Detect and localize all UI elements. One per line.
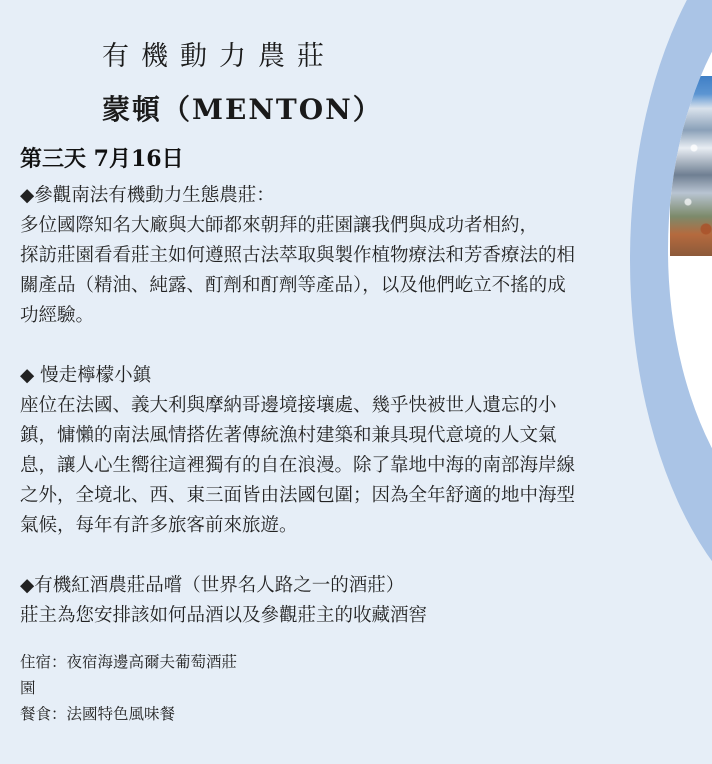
- paragraph-line: 息，讓人心生嚮往這裡獨有的自在浪漫。除了靠地中海的南部海岸線: [20, 455, 576, 476]
- paragraph-line: 鎮，慵懶的南法風情搭佐著傳統漁村建築和兼具現代意境的人文氣: [20, 425, 557, 446]
- paragraph-line: 座位在法國、義大利與摩納哥邊境接壤處、幾乎快被世人遺忘的小: [20, 395, 557, 416]
- day-heading: 第三天 7月16日: [20, 146, 184, 172]
- paragraph-line: 莊主為您安排該如何品酒以及參觀莊主的收藏酒窖: [20, 605, 428, 626]
- paragraph-line: 之外，全境北、西、東三面皆由法國包圍；因為全年舒適的地中海型: [20, 485, 576, 506]
- lodging-text: 住宿：夜宿海邊高爾夫葡萄酒莊: [20, 653, 238, 671]
- meal-text: 餐食：法國特色風味餐: [20, 705, 176, 723]
- section-title-lemon-town: ◆ 慢走檸檬小鎮: [20, 365, 152, 386]
- page-title: 有機動力農莊: [102, 41, 336, 72]
- paragraph-line: 功經驗。: [20, 305, 95, 326]
- section-title-winery: ◆有機紅酒農莊品嚐（世界名人路之一的酒莊）: [20, 575, 405, 596]
- place-title: 蒙頓（MENTON）: [102, 93, 383, 126]
- info-block: [20, 649, 237, 727]
- section-title-farm: ◆參觀南法有機動力生態農莊：: [20, 185, 275, 206]
- paragraph-line: 關產品（精油、純露、酊劑和酊劑等產品），以及他們屹立不搖的成: [20, 275, 566, 296]
- lodging-text-continued: 園: [20, 679, 36, 697]
- paragraph-line: 氣候，每年有許多旅客前來旅遊。: [20, 515, 298, 536]
- itinerary-content: [20, 181, 684, 631]
- paragraph-line: 探訪莊園看看莊主如何遵照古法萃取與製作植物療法和芳香療法的相: [20, 245, 576, 266]
- paragraph-line: 多位國際知名大廠與大師都來朝拜的莊園讓我們與成功者相約，: [20, 215, 539, 236]
